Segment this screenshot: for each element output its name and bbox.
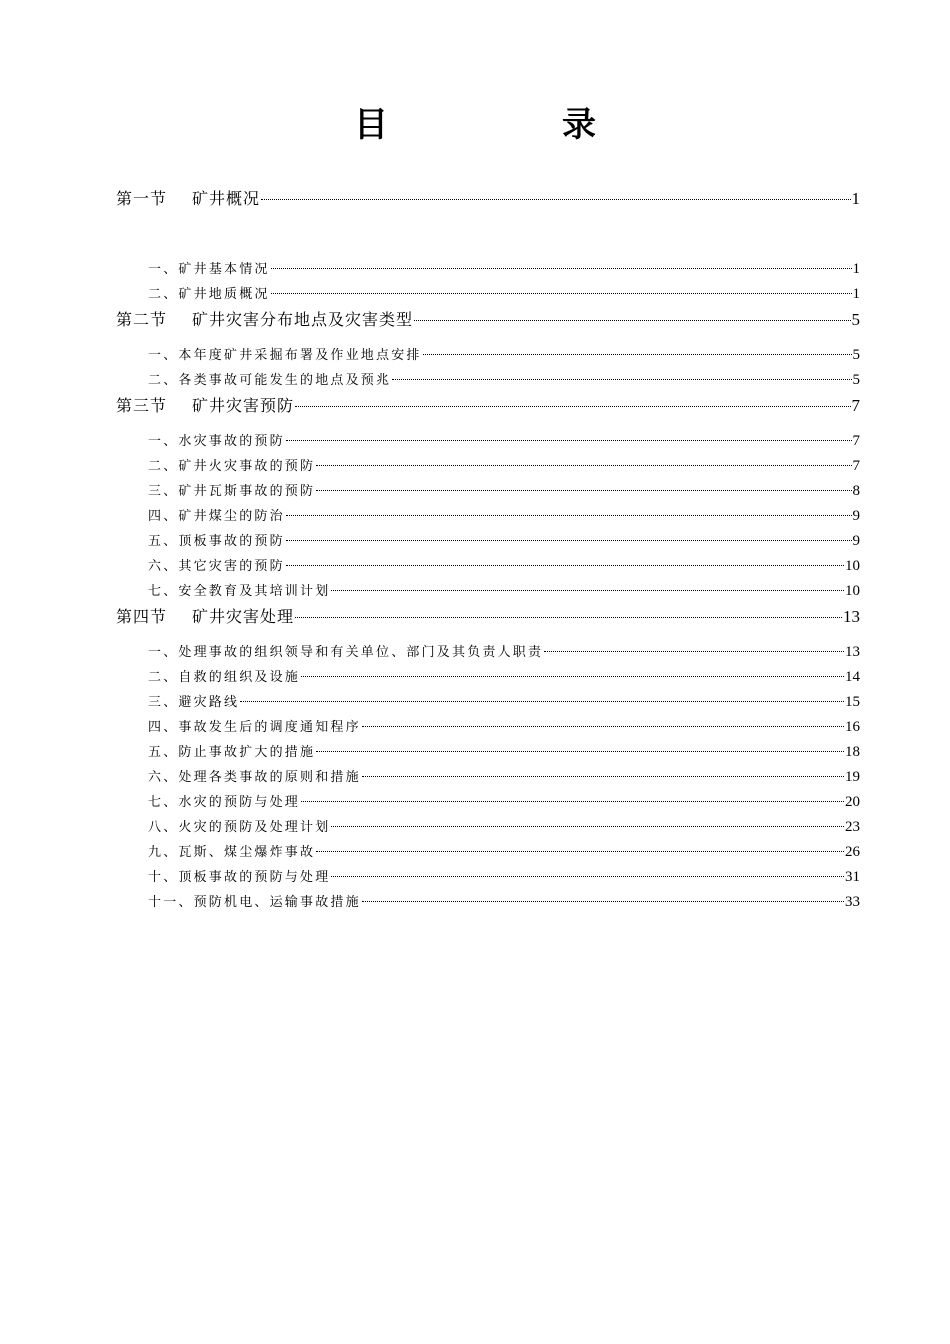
dot-leader	[271, 293, 852, 294]
item-label: 二、矿井地质概况	[148, 287, 270, 302]
item-page-number: 9	[852, 508, 860, 524]
toc-item[interactable]	[116, 479, 860, 504]
item-page-number: 10	[845, 558, 860, 574]
toc-section-3[interactable]	[116, 393, 860, 418]
dot-leader	[286, 565, 844, 566]
item-label: 五、顶板事故的预防	[148, 534, 285, 549]
dot-leader	[423, 354, 852, 355]
section-number: 第二节	[116, 310, 168, 329]
dot-leader	[331, 826, 844, 827]
item-label: 十、顶板事故的预防与处理	[148, 870, 331, 885]
dot-leader	[301, 676, 844, 677]
toc-item[interactable]	[116, 282, 860, 307]
dot-leader	[331, 876, 844, 877]
section-page-number: 1	[851, 189, 860, 208]
dot-leader	[316, 490, 851, 491]
item-label: 二、矿井火灾事故的预防	[148, 459, 316, 474]
item-page-number: 33	[845, 894, 860, 910]
toc-item[interactable]	[116, 504, 860, 529]
item-page-number: 31	[845, 869, 860, 885]
item-page-number: 10	[845, 583, 860, 599]
item-label: 七、水灾的预防与处理	[148, 795, 301, 810]
toc-item[interactable]	[116, 865, 860, 890]
dot-leader	[362, 776, 844, 777]
item-label: 八、火灾的预防及处理计划	[148, 820, 331, 835]
section-number: 第一节	[116, 189, 168, 208]
dot-leader	[362, 726, 844, 727]
section-heading	[116, 307, 413, 332]
dot-leader	[316, 465, 851, 466]
toc-item[interactable]	[116, 257, 860, 282]
toc-item[interactable]	[116, 840, 860, 865]
item-page-number: 5	[852, 347, 860, 363]
toc-item[interactable]	[116, 815, 860, 840]
dot-leader	[286, 440, 852, 441]
item-label: 一、水灾事故的预防	[148, 434, 285, 449]
item-page-number: 19	[845, 769, 860, 785]
table-of-contents	[116, 186, 860, 915]
dot-leader	[295, 617, 842, 618]
toc-item[interactable]	[116, 715, 860, 740]
dot-leader	[316, 751, 844, 752]
toc-item[interactable]	[116, 690, 860, 715]
item-page-number: 9	[852, 533, 860, 549]
toc-item[interactable]	[116, 343, 860, 368]
item-label: 三、避灾路线	[148, 695, 240, 710]
section-page-number: 13	[843, 607, 860, 626]
item-page-number: 1	[852, 286, 860, 302]
dot-leader	[392, 379, 851, 380]
toc-item[interactable]	[116, 665, 860, 690]
toc-item[interactable]	[116, 890, 860, 915]
section-title: 矿井概况	[192, 189, 261, 208]
dot-leader	[316, 851, 844, 852]
toc-section-4[interactable]	[116, 604, 860, 629]
dot-leader	[301, 801, 844, 802]
item-page-number: 23	[845, 819, 860, 835]
item-label: 四、矿井煤尘的防治	[148, 509, 285, 524]
section-page-number: 7	[851, 396, 860, 415]
item-label: 七、安全教育及其培训计划	[148, 584, 331, 599]
item-label: 一、本年度矿井采掘布署及作业地点安排	[148, 348, 422, 363]
dot-leader	[295, 406, 850, 407]
item-page-number: 26	[845, 844, 860, 860]
toc-title: 目 录	[354, 105, 666, 145]
item-label: 六、其它灾害的预防	[148, 559, 285, 574]
item-page-number: 7	[852, 458, 860, 474]
section-heading	[116, 393, 294, 418]
toc-item[interactable]	[116, 640, 860, 665]
item-label: 二、自救的组织及设施	[148, 670, 301, 685]
item-label: 一、处理事故的组织领导和有关单位、部门及其负责人职责	[148, 645, 544, 660]
dot-leader	[544, 651, 844, 652]
item-label: 九、瓦斯、煤尘爆炸事故	[148, 845, 316, 860]
toc-item[interactable]	[116, 579, 860, 604]
toc-item[interactable]	[116, 368, 860, 393]
item-page-number: 1	[852, 261, 860, 277]
section-heading	[116, 604, 294, 629]
toc-item[interactable]	[116, 790, 860, 815]
item-label: 一、矿井基本情况	[148, 262, 270, 277]
dot-leader	[362, 901, 844, 902]
section-title: 矿井灾害处理	[192, 607, 295, 626]
item-page-number: 20	[845, 794, 860, 810]
dot-leader	[414, 320, 850, 321]
section-number: 第四节	[116, 607, 168, 626]
dot-leader	[286, 515, 852, 516]
section-title: 矿井灾害分布地点及灾害类型	[192, 310, 414, 329]
section-page-number: 5	[851, 310, 860, 329]
toc-item[interactable]	[116, 454, 860, 479]
toc-item[interactable]	[116, 529, 860, 554]
item-page-number: 14	[845, 669, 860, 685]
section-heading	[116, 186, 260, 211]
item-page-number: 16	[845, 719, 860, 735]
toc-section-2[interactable]	[116, 307, 860, 332]
toc-section-1[interactable]	[116, 186, 860, 211]
item-page-number: 8	[852, 483, 860, 499]
section-number: 第三节	[116, 396, 168, 415]
item-label: 十一、预防机电、运输事故措施	[148, 895, 361, 910]
item-page-number: 15	[845, 694, 860, 710]
item-label: 五、防止事故扩大的措施	[148, 745, 316, 760]
dot-leader	[261, 199, 850, 200]
toc-item[interactable]	[116, 765, 860, 790]
item-label: 四、事故发生后的调度通知程序	[148, 720, 361, 735]
item-page-number: 5	[852, 372, 860, 388]
item-label: 三、矿井瓦斯事故的预防	[148, 484, 316, 499]
item-page-number: 13	[845, 644, 860, 660]
dot-leader	[271, 268, 852, 269]
dot-leader	[331, 590, 844, 591]
toc-item[interactable]	[116, 740, 860, 765]
item-page-number: 18	[845, 744, 860, 760]
section-title: 矿井灾害预防	[192, 396, 295, 415]
dot-leader	[286, 540, 852, 541]
dot-leader	[240, 701, 844, 702]
toc-item[interactable]	[116, 554, 860, 579]
item-label: 二、各类事故可能发生的地点及预兆	[148, 373, 392, 388]
toc-item[interactable]	[116, 429, 860, 454]
item-page-number: 7	[852, 433, 860, 449]
item-label: 六、处理各类事故的原则和措施	[148, 770, 361, 785]
